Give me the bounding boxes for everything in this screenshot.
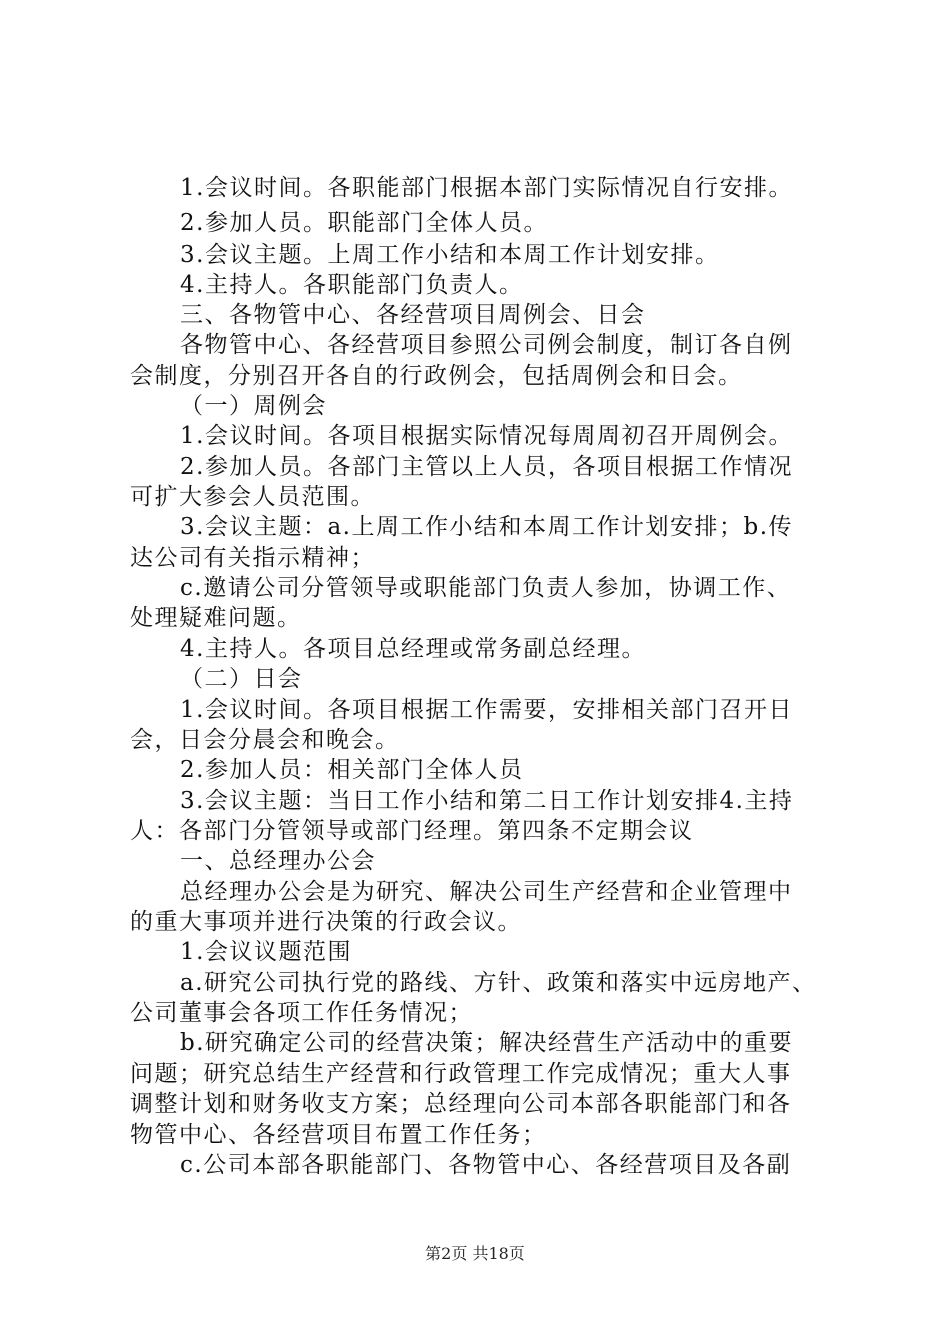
section-heading: 一、总经理办公会 [180,848,376,874]
text-line: 3.会议主题。上周工作小结和本周工作计划安排。 [180,242,720,268]
text-line: 2.参加人员。职能部门全体人员。 [180,210,548,236]
text-line: 1.会议时间。各项目根据实际情况每周周初召开周例会。 [180,423,793,449]
section-heading: 三、各物管中心、各经营项目周例会、日会 [180,302,646,328]
text-line: 可扩大参会人员范围。 [130,484,375,510]
text-line: 各物管中心、各经营项目参照公司例会制度，制订各自例 [180,332,793,358]
text-line: 3.会议主题：当日工作小结和第二日工作计划安排4.主持 [180,788,794,814]
text-line: 的重大事项并进行决策的行政会议。 [130,909,522,935]
text-line: c.公司本部各职能部门、各物管中心、各经营项目及各副 [180,1152,792,1178]
subsection-heading: （一）周例会 [180,393,327,419]
text-line: 问题；研究总结生产经营和行政管理工作完成情况；重大人事 [130,1061,792,1087]
text-line: 达公司有关指示精神； [130,545,375,571]
text-line: a.研究公司执行党的路线、方针、政策和落实中远房地产、 [180,970,817,996]
text-line: 2.参加人员。各部门主管以上人员，各项目根据工作情况 [180,454,793,480]
text-line: 处理疑难问题。 [130,605,302,631]
subsection-heading: （二）日会 [180,666,303,692]
text-line: 1.会议时间。各职能部门根据本部门实际情况自行安排。 [180,175,793,201]
text-line: 1.会议议题范围 [180,939,352,965]
text-line: b.研究确定公司的经营决策；解决经营生产活动中的重要 [180,1030,794,1056]
text-line: 会，日会分晨会和晚会。 [130,727,400,753]
text-line: 4.主持人。各职能部门负责人。 [180,272,524,298]
text-line: 公司董事会各项工作任务情况； [130,1000,473,1026]
page-footer: 第2页 共18页 [425,1244,525,1263]
text-line: 4.主持人。各项目总经理或常务副总经理。 [180,636,646,662]
text-line: 物管中心、各经营项目布置工作任务； [130,1122,547,1148]
text-line: 调整计划和财务收支方案；总经理向公司本部各职能部门和各 [130,1091,792,1117]
text-line: 人：各部门分管领导或部门经理。第四条不定期会议 [130,818,694,844]
text-line: 2.参加人员：相关部门全体人员 [180,757,524,783]
text-line: 总经理办公会是为研究、解决公司生产经营和企业管理中 [180,879,793,905]
text-line: 1.会议时间。各项目根据工作需要，安排相关部门召开日 [180,697,793,723]
text-line: 会制度，分别召开各自的行政例会，包括周例会和日会。 [130,363,743,389]
text-line: 3.会议主题：a.上周工作小结和本周工作计划安排；b.传 [180,514,794,540]
text-line: c.邀请公司分管领导或职能部门负责人参加，协调工作、 [180,575,792,601]
